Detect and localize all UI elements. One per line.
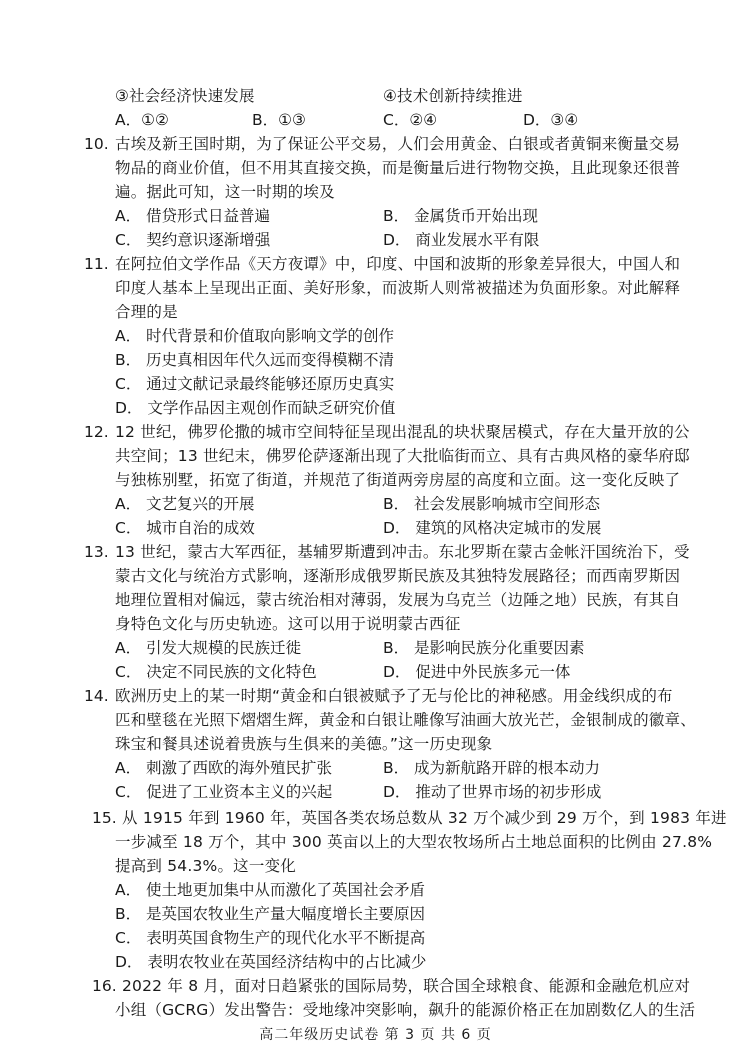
- option-b: B．①③: [252, 111, 306, 129]
- question-text-line: 从 1915 年到 1960 年，英国各类农场总数从 32 万个减少到 29 万个，到 1983 年进: [122, 809, 727, 827]
- question-text-line: 合理的是: [115, 303, 178, 321]
- question-text-line: 地理位置相对偏远，蒙古统治相对薄弱，发展为乌克兰（边陲之地）民族，有其自: [115, 591, 681, 609]
- option-a: A． 文艺复兴的开展: [115, 495, 255, 513]
- question-number: 13.: [84, 543, 109, 561]
- option-d: D．③④: [523, 111, 579, 129]
- question-text-line: 一步减至 18 万个，其中 300 英亩以上的大型农牧场所占土地总面积的比例由 27.8%: [115, 833, 713, 851]
- question-text-line: 小组（GCRG）发出警告：受地缘冲突影响，飙升的能源价格正在加剧数亿人的生活: [115, 1001, 696, 1019]
- carry-over-item-3: ③社会经济快速发展: [115, 87, 255, 105]
- option-b: B． 是英国农牧业生产量大幅度增长主要原因: [115, 905, 426, 923]
- question-text-line: 与独栋别墅，拓宽了街道，并规范了街道两旁房屋的高度和立面。这一变化反映了: [115, 471, 681, 489]
- question-number: 15.: [92, 809, 117, 827]
- option-a: A． 刺激了西欧的海外殖民扩张: [115, 759, 333, 777]
- option-b: B． 是影响民族分化重要因素: [383, 639, 585, 657]
- question-text-line: 匹和壁毯在光照下熠熠生辉，黄金和白银让雕像写油画大放光芒，金银制成的徽章、: [115, 711, 696, 729]
- question-text-line: 2022 年 8 月，面对日趋紧张的国际局势，联合国全球粮食、能源和金融危机应对: [122, 977, 691, 995]
- question-text-line: 古埃及新王国时期，为了保证公平交易，人们会用黄金、白银或者黄铜来衡量交易: [115, 135, 681, 153]
- option-a: A．①②: [115, 111, 169, 129]
- option-b: B． 历史真相因年代久远而变得模糊不清: [115, 351, 395, 369]
- option-c: C． 城市自治的成效: [115, 519, 255, 537]
- question-number: 10.: [84, 135, 109, 153]
- carry-over-item-4: ④技术创新持续推进: [383, 87, 523, 105]
- question-number: 11.: [84, 255, 109, 273]
- question-number: 12.: [84, 423, 109, 441]
- option-c: C． 决定不同民族的文化特色: [115, 663, 317, 681]
- option-d: D． 商业发展水平有限: [383, 231, 540, 249]
- question-text-line: 欧洲历史上的某一时期“黄金和白银被赋予了无与伦比的神秘感。用金线织成的布: [115, 687, 673, 705]
- option-b: B． 成为新航路开辟的根本动力: [383, 759, 601, 777]
- question-text-line: 物品的商业价值，但不用其直接交换，而是衡量后进行物物交换，且此现象还很普: [115, 159, 681, 177]
- question-number: 16.: [92, 977, 117, 995]
- option-d: D． 推动了世界市场的初步形成: [383, 783, 602, 801]
- question-text-line: 身特色文化与历史轨迹。这可以用于说明蒙古西征: [115, 615, 461, 633]
- question-text-line: 13 世纪，蒙古大军西征，基辅罗斯遭到冲击。东北罗斯在蒙古金帐汗国统治下，受: [115, 543, 690, 561]
- option-c: C． 促进了工业资本主义的兴起: [115, 783, 333, 801]
- option-c: C．②④: [383, 111, 438, 129]
- option-a: A． 引发大规模的民族迁徙: [115, 639, 302, 657]
- option-a: A． 借贷形式日益普遍: [115, 207, 271, 225]
- option-b: B． 金属货币开始出现: [383, 207, 539, 225]
- question-text-line: 共空间；13 世纪末，佛罗伦萨逐渐出现了大批临街而立、具有古典风格的豪华府邸: [115, 447, 690, 465]
- page-footer: 高二年级历史试卷 第 3 页 共 6 页: [259, 1027, 492, 1043]
- option-d: D． 促进中外民族多元一体: [383, 663, 571, 681]
- question-text-line: 印度人基本上呈现出正面、美好形象，而波斯人则常被描述为负面形象。对此解释: [115, 279, 681, 297]
- option-d: D． 建筑的风格决定城市的发展: [383, 519, 602, 537]
- question-text-line: 12 世纪，佛罗伦撒的城市空间特征呈现出混乱的块状聚居模式，存在大量开放的公: [115, 423, 690, 441]
- option-a: A． 时代背景和价值取向影响文学的创作: [115, 327, 395, 345]
- option-a: A． 使土地更加集中从而激化了英国社会矛盾: [115, 881, 426, 899]
- option-b: B． 社会发展影响城市空间形态: [383, 495, 601, 513]
- question-text-line: 蒙古文化与统治方式影响，逐渐形成俄罗斯民族及其独特发展路径；而西南罗斯因: [115, 567, 681, 585]
- option-d: D． 表明农牧业在英国经济结构中的占比减少: [115, 953, 427, 971]
- option-d: D． 文学作品因主观创作而缺乏研究价值: [115, 399, 396, 417]
- question-text-line: 提高到 54.3%。这一变化: [115, 857, 296, 875]
- question-text-line: 在阿拉伯文学作品《天方夜谭》中，印度、中国和波斯的形象差异很大，中国人和: [115, 255, 681, 273]
- option-c: C． 通过文献记录最终能够还原历史真实: [115, 375, 395, 393]
- question-number: 14.: [84, 687, 109, 705]
- option-c: C． 契约意识逐渐增强: [115, 231, 271, 249]
- question-text-line: 遍。据此可知，这一时期的埃及: [115, 183, 335, 201]
- option-c: C． 表明英国食物生产的现代化水平不断提高: [115, 929, 426, 947]
- question-text-line: 珠宝和餐具述说着贵族与生俱来的美德。”这一历史现象: [115, 735, 493, 753]
